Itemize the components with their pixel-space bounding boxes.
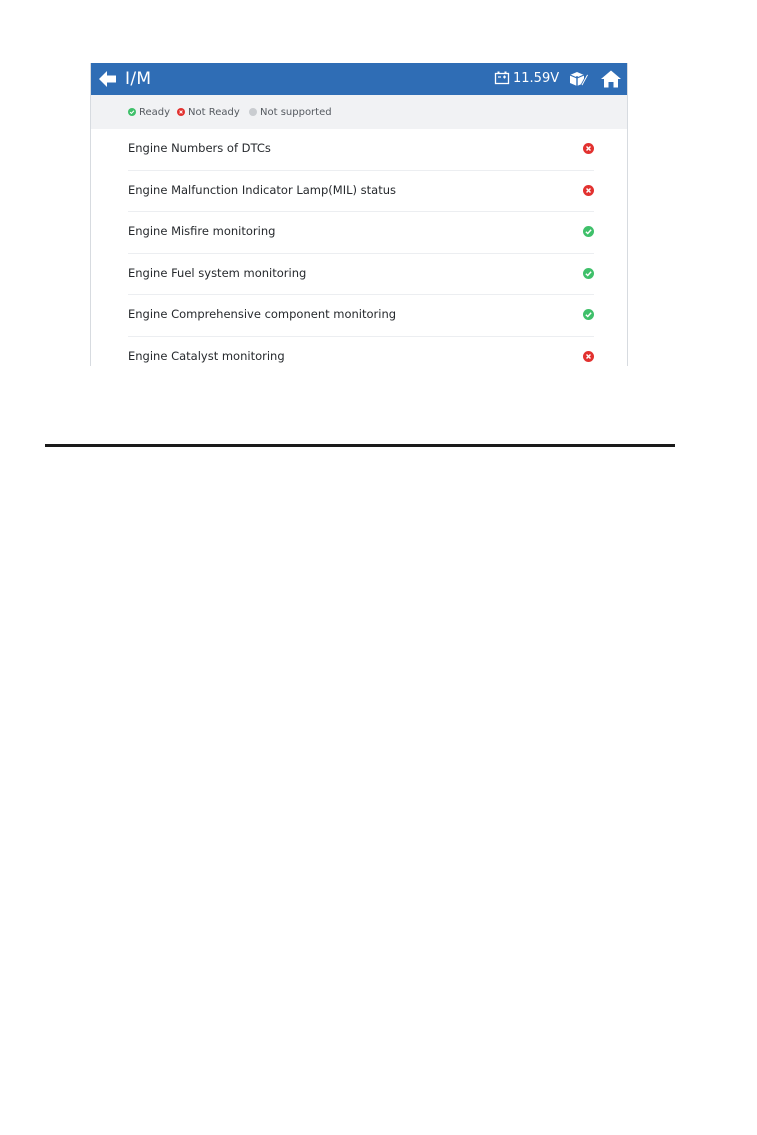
- ready-check-icon: [583, 226, 594, 237]
- legend-not-supported-label: Not supported: [260, 107, 332, 118]
- legend-not-ready-label: Not Ready: [188, 107, 240, 118]
- monitor-list: [91, 129, 627, 366]
- ready-check-icon: [128, 108, 136, 116]
- not-supported-dot-icon: [249, 108, 257, 116]
- title-bar: [91, 63, 627, 95]
- page-title: I/M: [125, 69, 152, 89]
- monitor-label: Engine Catalyst monitoring: [128, 348, 285, 363]
- back-button[interactable]: [97, 68, 119, 90]
- monitor-label: Engine Comprehensive component monitoring: [128, 307, 397, 321]
- monitor-row[interactable]: [128, 295, 594, 337]
- monitor-label: Engine Malfunction Indicator Lamp(MIL) status: [128, 182, 396, 197]
- monitor-label: Engine Numbers of DTCs: [128, 141, 271, 155]
- monitor-row[interactable]: [128, 337, 594, 367]
- status-legend: [91, 95, 627, 129]
- monitor-label: Engine Misfire monitoring: [128, 224, 276, 238]
- legend-not-supported: [249, 106, 332, 119]
- legend-ready: [128, 106, 170, 119]
- back-arrow-icon: [97, 68, 119, 90]
- report-button[interactable]: [567, 68, 589, 90]
- home-button[interactable]: [600, 68, 622, 90]
- not-ready-x-icon: [583, 185, 594, 196]
- im-readiness-screen: [90, 63, 628, 366]
- monitor-row[interactable]: [128, 129, 594, 171]
- monitor-row[interactable]: [128, 254, 594, 296]
- not-ready-x-icon: [583, 351, 594, 362]
- monitor-label: Engine Fuel system monitoring: [128, 265, 307, 280]
- not-ready-x-icon: [583, 143, 594, 154]
- ready-check-icon: [583, 309, 594, 320]
- legend-ready-label: Ready: [139, 107, 171, 118]
- battery-icon: [494, 70, 510, 86]
- report-print-icon: [567, 68, 589, 90]
- monitor-row[interactable]: [128, 171, 594, 213]
- home-icon: [600, 68, 622, 90]
- not-ready-x-icon: [177, 108, 185, 116]
- page-divider: [45, 444, 675, 447]
- ready-check-icon: [583, 268, 594, 279]
- monitor-row[interactable]: [128, 212, 594, 254]
- legend-not-ready: [177, 106, 240, 119]
- battery-voltage: 11.59V: [513, 71, 560, 86]
